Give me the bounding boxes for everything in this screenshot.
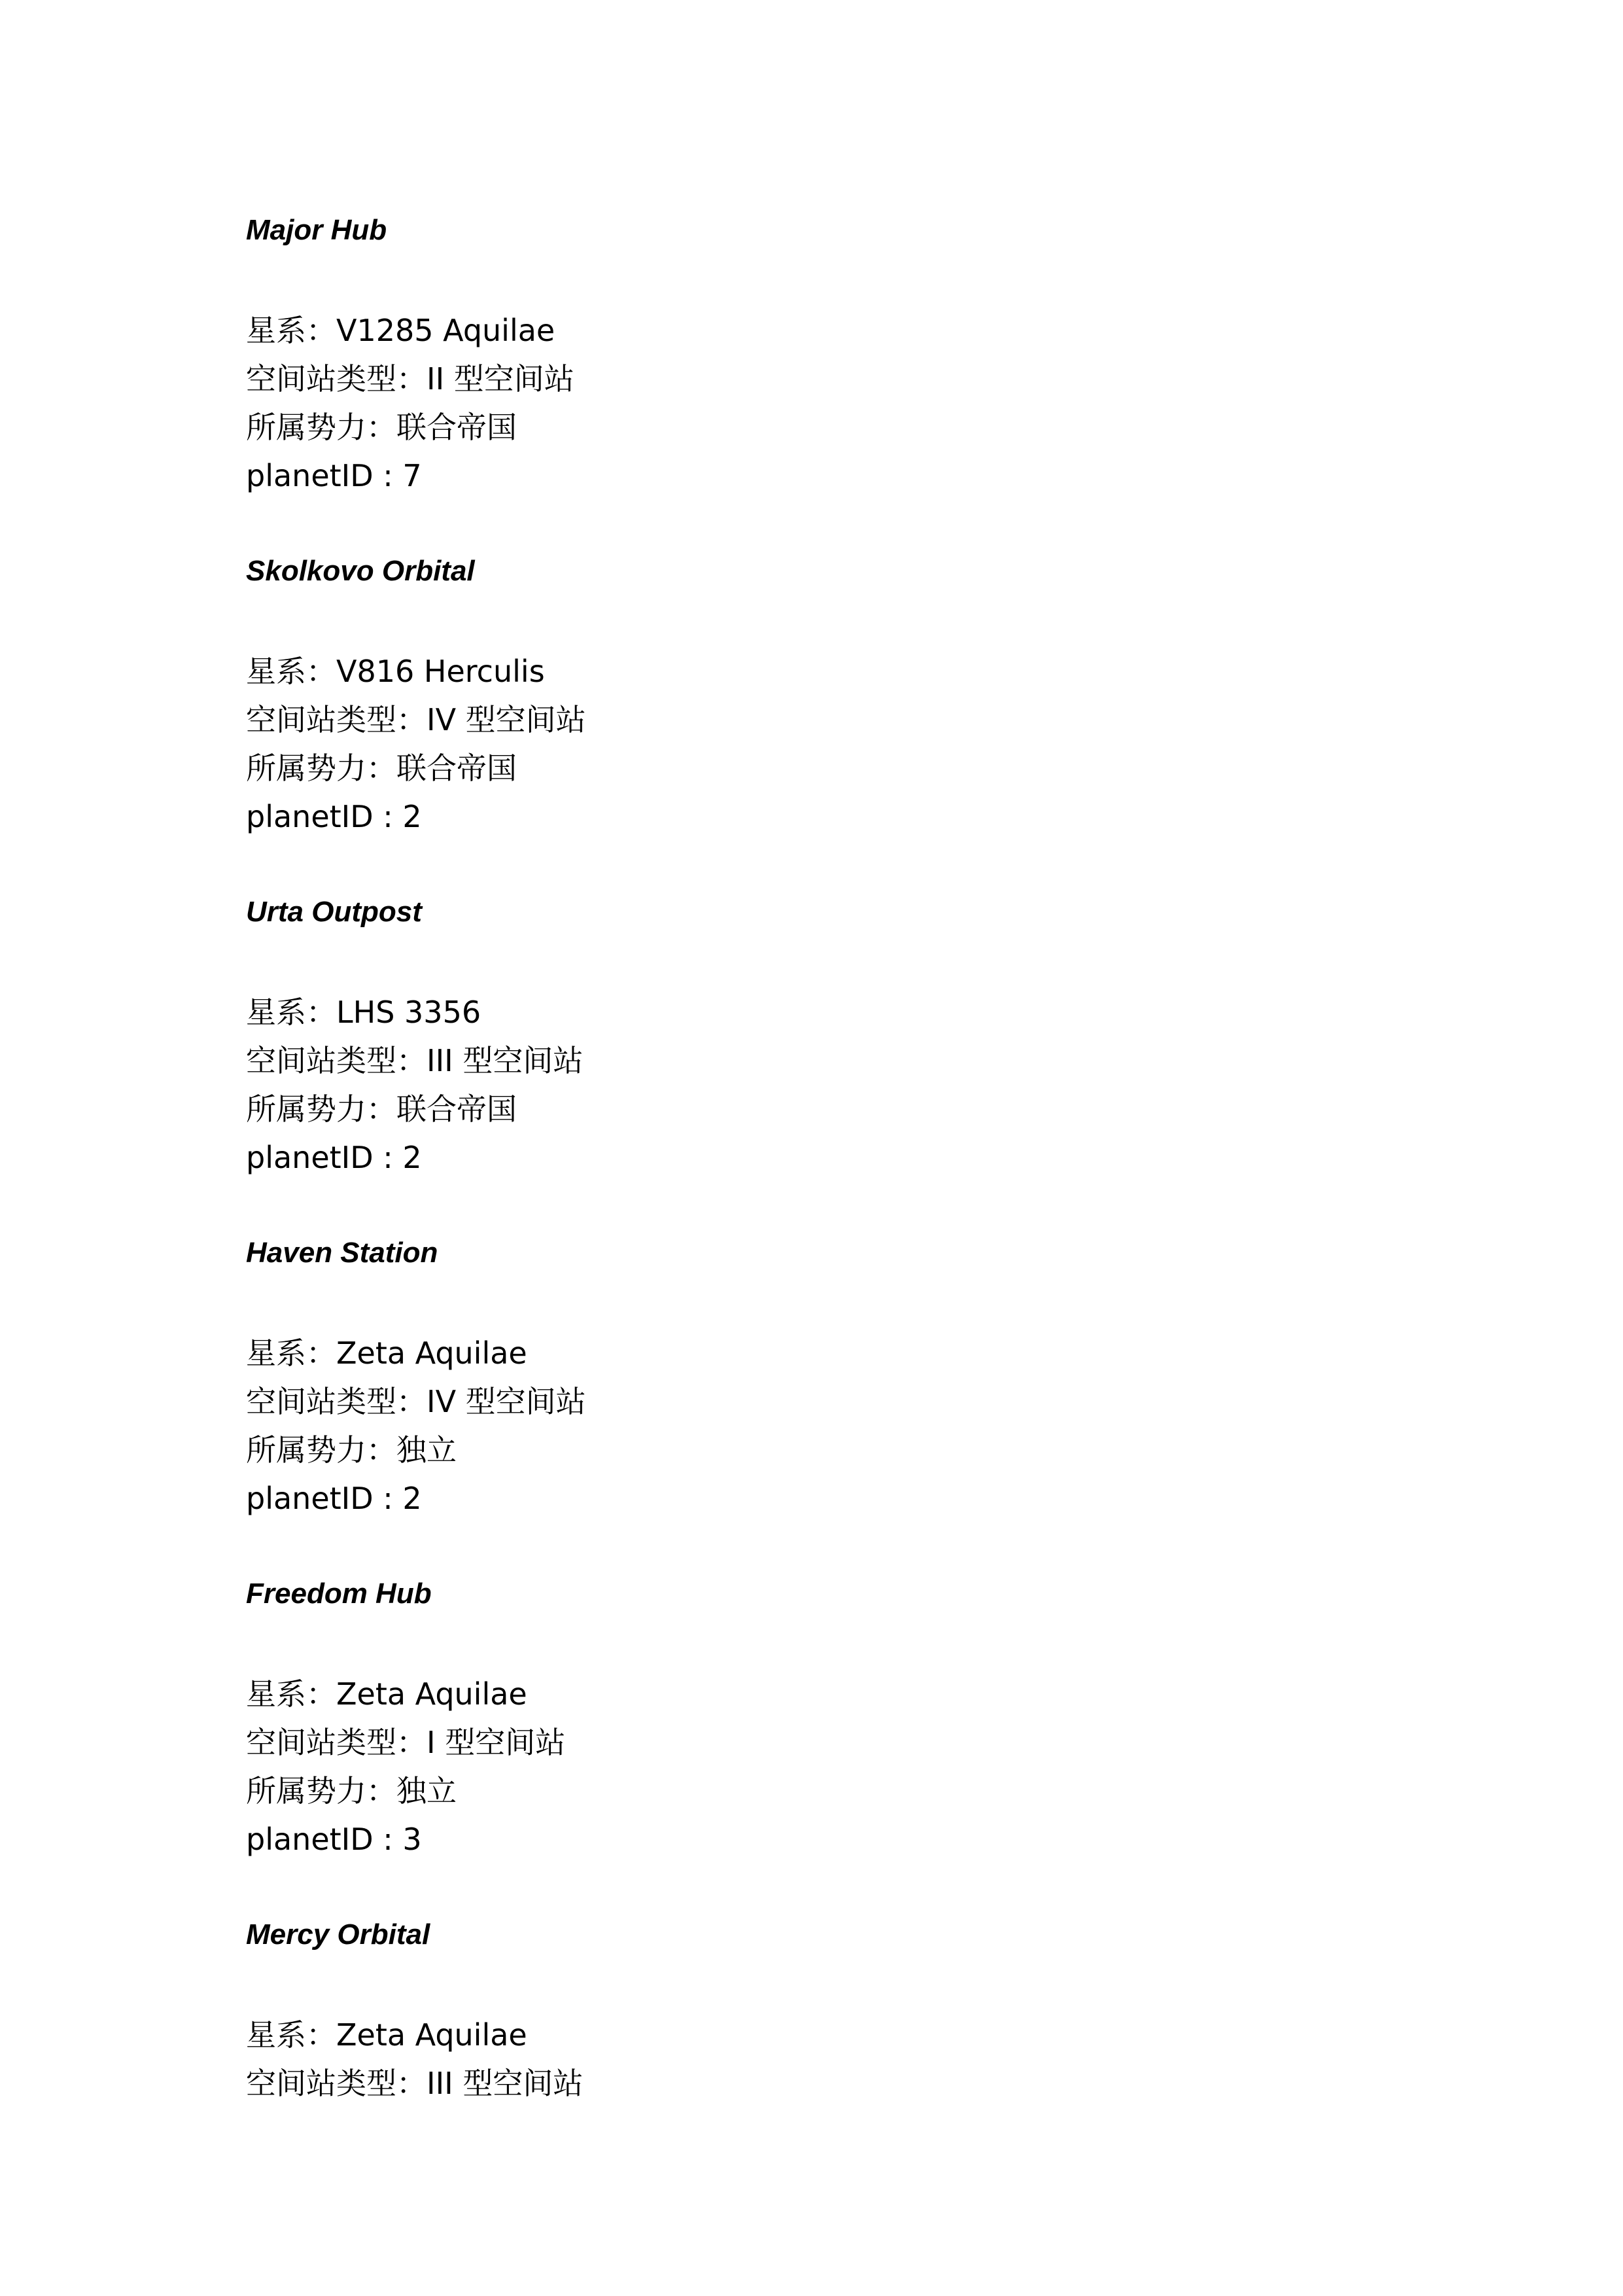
- station-entry: [246, 549, 1489, 890]
- planet-id-field: [246, 1474, 1489, 1523]
- field-label: planetID: [246, 799, 374, 834]
- field-value: Zeta Aquilae: [336, 1676, 527, 1712]
- field-value: 联合帝国: [396, 410, 517, 445]
- field-value: 2: [402, 799, 422, 834]
- field-value: IV 型空间站: [427, 702, 586, 737]
- station-title: Urta Outpost: [246, 896, 422, 928]
- field-label: 空间站类型: [246, 702, 396, 737]
- field-value: Zeta Aquilae: [336, 1335, 527, 1371]
- planet-id-field: [246, 1815, 1489, 1863]
- station-entry: [246, 1913, 1489, 2253]
- field-separator: ：: [306, 654, 336, 689]
- field-separator: ：: [396, 1384, 427, 1419]
- station-type-field: [246, 1377, 1489, 1426]
- field-label: 空间站类型: [246, 361, 396, 397]
- field-value: III 型空间站: [427, 2066, 584, 2101]
- field-label: 星系: [246, 995, 306, 1030]
- field-value: IV 型空间站: [427, 1384, 586, 1419]
- field-separator: :: [373, 1481, 403, 1516]
- field-separator: :: [373, 458, 403, 493]
- field-value: V1285 Aquilae: [336, 313, 555, 348]
- station-entry: [246, 1572, 1489, 1913]
- faction-field: [246, 744, 1489, 792]
- field-value: II 型空间站: [427, 361, 574, 397]
- field-separator: ：: [366, 751, 396, 786]
- field-label: planetID: [246, 1481, 374, 1516]
- field-value: I 型空间站: [427, 1725, 566, 1760]
- field-value: 独立: [396, 1773, 457, 1809]
- field-label: planetID: [246, 1140, 374, 1175]
- field-separator: :: [373, 1140, 403, 1175]
- field-label: 星系: [246, 313, 306, 348]
- field-label: 空间站类型: [246, 1043, 396, 1078]
- faction-field: [246, 1426, 1489, 1474]
- field-separator: ：: [396, 2066, 427, 2101]
- field-label: 星系: [246, 2017, 306, 2053]
- station-title: Mercy Orbital: [246, 1918, 430, 1951]
- field-separator: ：: [366, 410, 396, 445]
- field-value: LHS 3356: [336, 995, 481, 1030]
- field-label: planetID: [246, 1822, 374, 1857]
- station-type-field: [246, 355, 1489, 403]
- field-label: 空间站类型: [246, 1725, 396, 1760]
- station-type-field: [246, 1036, 1489, 1085]
- star-system-field: [246, 2011, 1489, 2059]
- field-label: 所属势力: [246, 410, 366, 445]
- field-separator: ：: [306, 2017, 336, 2053]
- star-system-field: [246, 988, 1489, 1036]
- faction-field: [246, 1085, 1489, 1133]
- field-separator: :: [373, 1822, 403, 1857]
- station-entry: [246, 208, 1489, 549]
- field-separator: ：: [366, 1091, 396, 1127]
- planet-id-field: [246, 792, 1489, 841]
- station-type-field: [246, 2059, 1489, 2108]
- field-label: 所属势力: [246, 1773, 366, 1809]
- field-value: 2: [402, 1140, 422, 1175]
- star-system-field: [246, 306, 1489, 355]
- field-value: Zeta Aquilae: [336, 2017, 527, 2053]
- field-separator: ：: [396, 1725, 427, 1760]
- field-separator: ：: [396, 361, 427, 397]
- field-separator: ：: [396, 1043, 427, 1078]
- station-list: [246, 208, 1489, 2253]
- station-title: Freedom Hub: [246, 1578, 432, 1610]
- field-value: III 型空间站: [427, 1043, 584, 1078]
- field-separator: ：: [306, 1676, 336, 1712]
- field-label: 空间站类型: [246, 1384, 396, 1419]
- field-value: 3: [402, 1822, 422, 1857]
- star-system-field: [246, 647, 1489, 696]
- planet-id-field: [246, 451, 1489, 500]
- field-separator: ：: [306, 1335, 336, 1371]
- station-entry: [246, 1231, 1489, 1572]
- field-separator: ：: [306, 313, 336, 348]
- field-separator: :: [373, 799, 403, 834]
- field-label: 所属势力: [246, 1091, 366, 1127]
- station-entry: [246, 890, 1489, 1231]
- faction-field: [246, 1767, 1489, 1815]
- field-value: 联合帝国: [396, 751, 517, 786]
- star-system-field: [246, 1670, 1489, 1718]
- station-type-field: [246, 1718, 1489, 1767]
- field-label: 所属势力: [246, 1432, 366, 1468]
- field-label: 星系: [246, 1335, 306, 1371]
- field-value: 7: [402, 458, 422, 493]
- station-type-field: [246, 696, 1489, 744]
- field-label: 所属势力: [246, 751, 366, 786]
- field-label: 星系: [246, 654, 306, 689]
- field-label: 星系: [246, 1676, 306, 1712]
- station-title: Haven Station: [246, 1237, 438, 1269]
- field-value: 2: [402, 1481, 422, 1516]
- field-value: 联合帝国: [396, 1091, 517, 1127]
- station-title: Major Hub: [246, 214, 387, 246]
- field-label: 空间站类型: [246, 2066, 396, 2101]
- field-separator: ：: [366, 1432, 396, 1468]
- star-system-field: [246, 1329, 1489, 1377]
- station-title: Skolkovo Orbital: [246, 555, 475, 587]
- planet-id-field: [246, 1133, 1489, 1182]
- field-separator: ：: [306, 995, 336, 1030]
- field-separator: ：: [366, 1773, 396, 1809]
- faction-field: [246, 403, 1489, 451]
- field-label: planetID: [246, 458, 374, 493]
- field-value: 独立: [396, 1432, 457, 1468]
- field-value: V816 Herculis: [336, 654, 545, 689]
- field-separator: ：: [396, 702, 427, 737]
